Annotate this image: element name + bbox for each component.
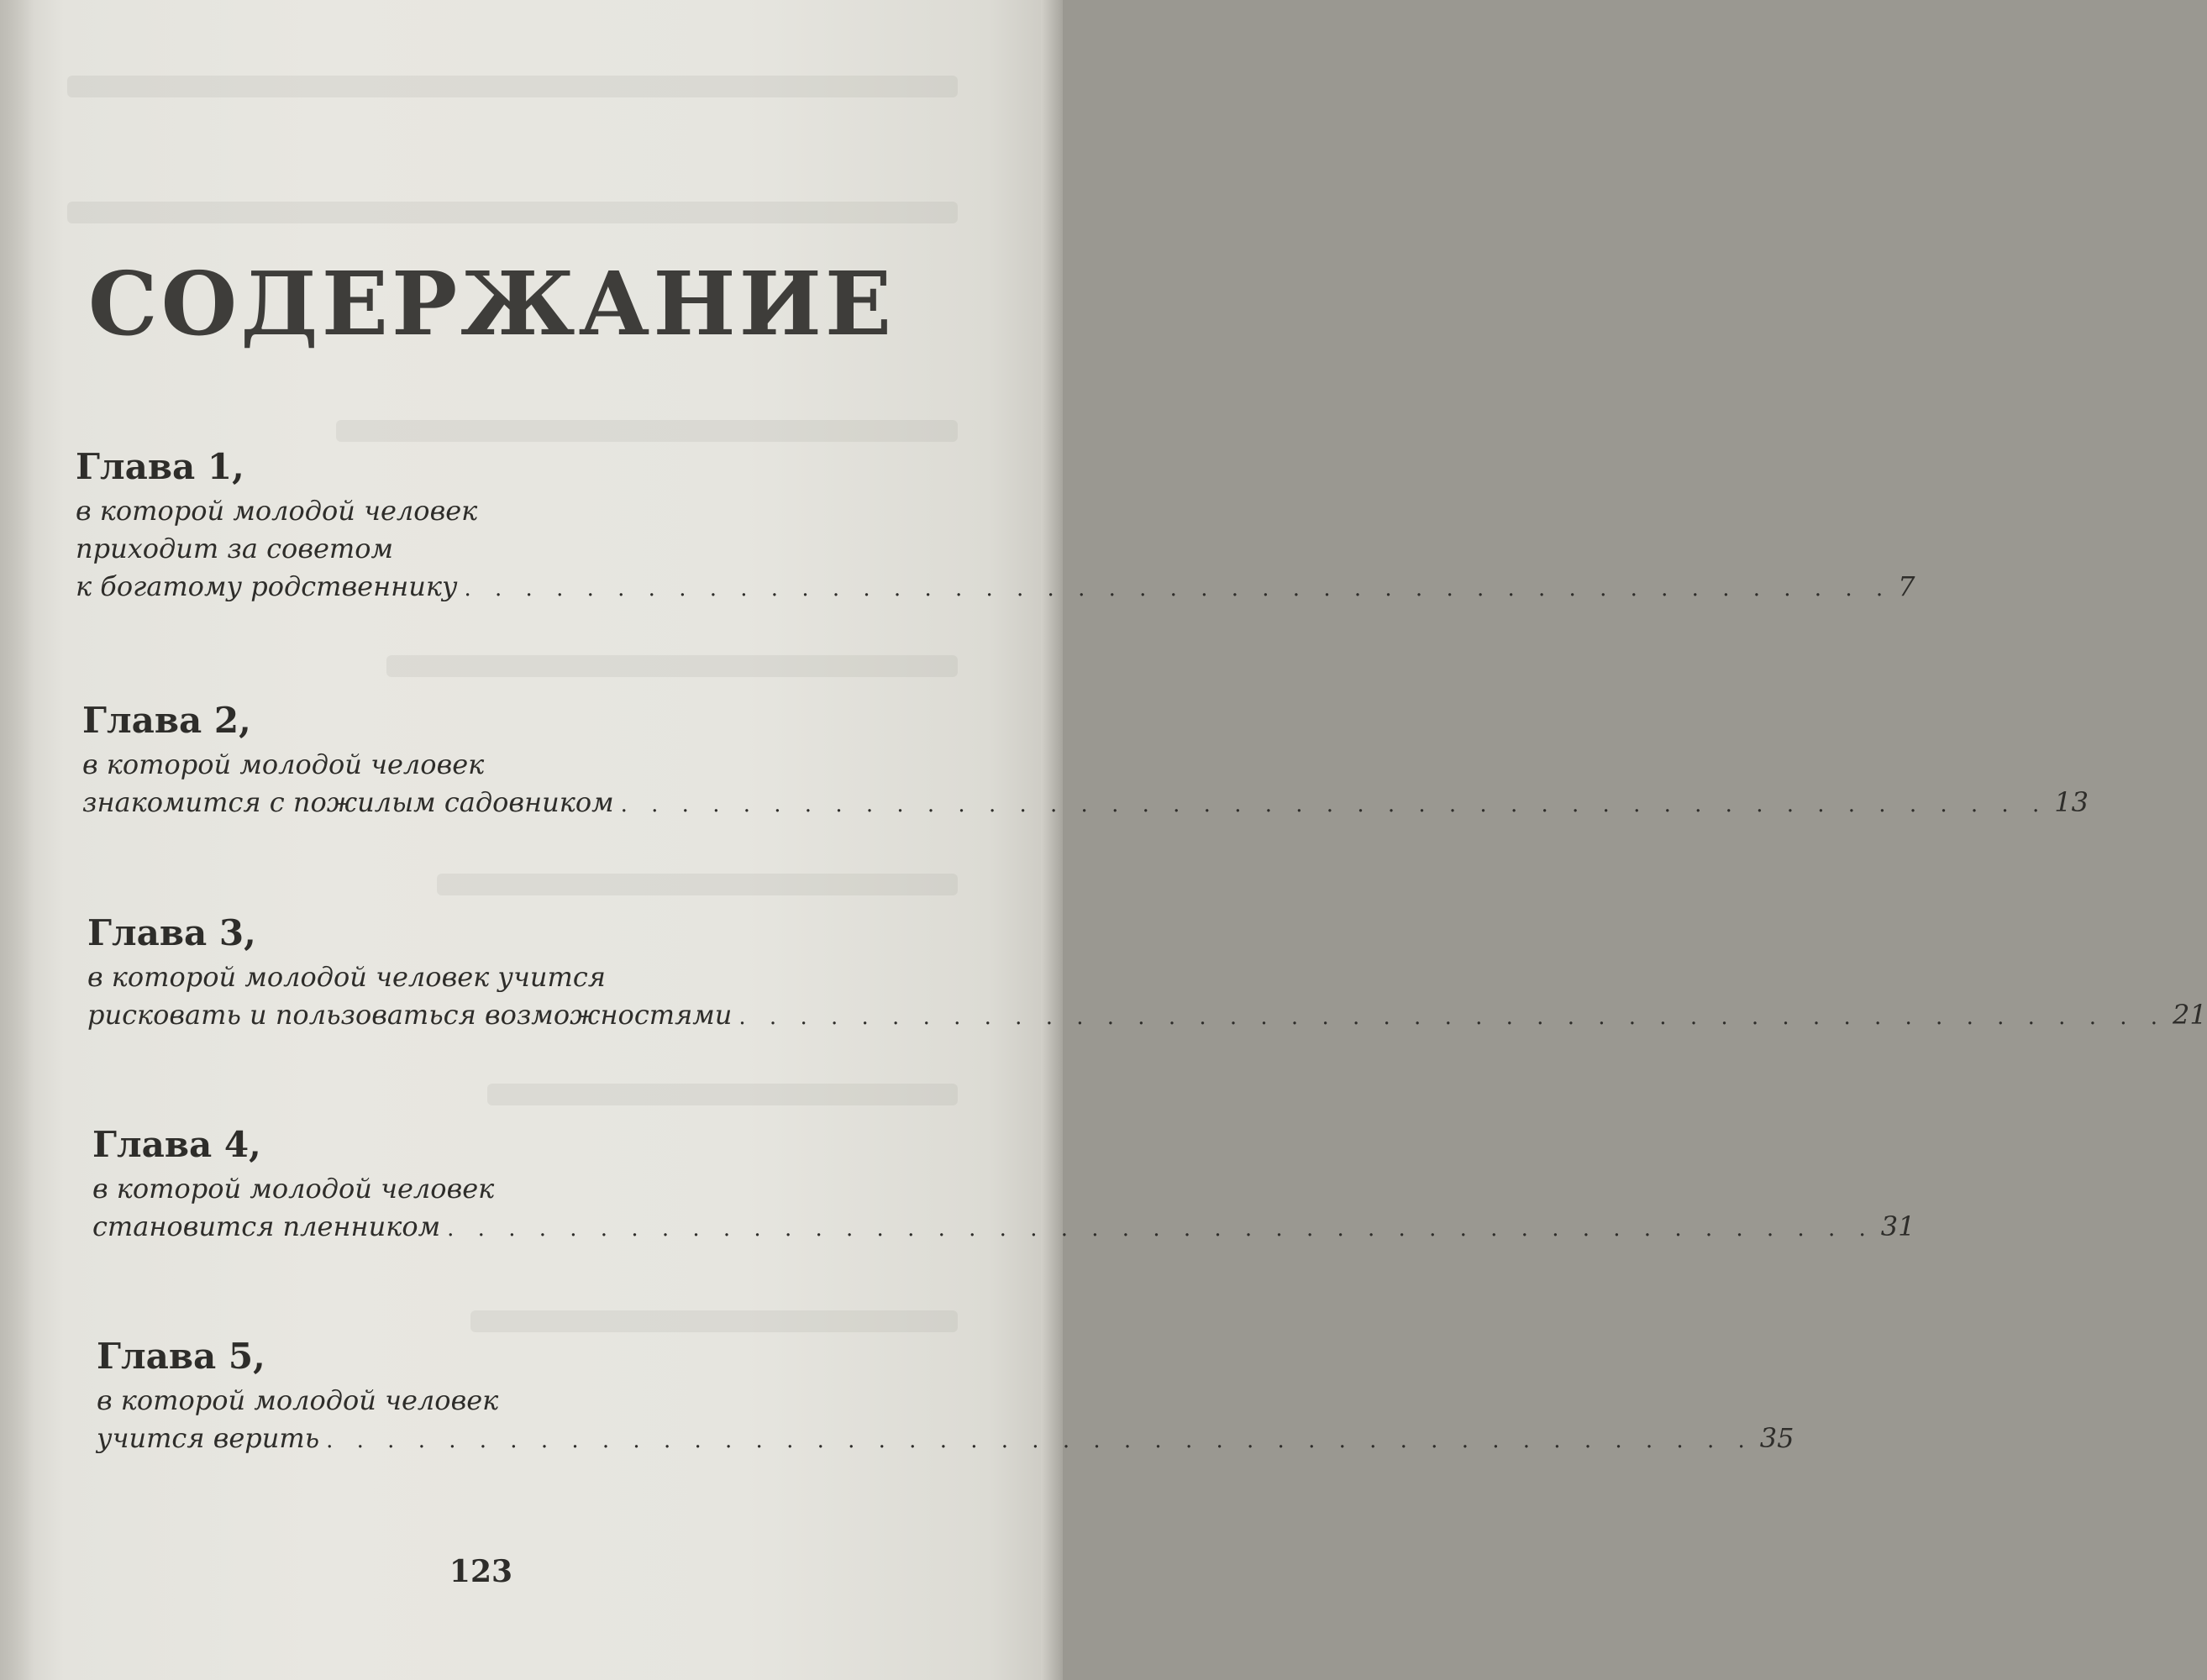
dot-leader: . . . . . . . . . . . . . . . . . . . . . . . . . . . . . . . . . . . . . . . . . . . . . . . xyxy=(620,792,2048,817)
chapter-subtitle-line: в которой молодой человек учится xyxy=(87,961,606,993)
chapter-subtitle-line: приходит за советом xyxy=(76,533,394,564)
chapter-subtitle-line: становится пленником xyxy=(92,1210,441,1242)
toc-entry-chapter-3 xyxy=(87,911,2207,1037)
chapter-heading: Глава 1, xyxy=(76,446,244,487)
toc-line xyxy=(82,784,2089,824)
page-ref: 7 xyxy=(1898,570,1915,602)
chapter-subtitle-line: знакомится с пожилым садовником xyxy=(82,786,614,818)
page-number: 123 xyxy=(449,1554,513,1589)
bleed-through xyxy=(67,76,958,97)
bleed-through xyxy=(67,202,958,223)
chapter-heading: Глава 3, xyxy=(87,912,256,953)
dot-leader: . . . . . . . . . . . . . . . . . . . . . . . . . . . . . . . . . . . . . . . . . . . . . . . xyxy=(447,1216,1874,1242)
toc-line xyxy=(87,996,2207,1037)
page-title: СОДЕРЖАНИЕ xyxy=(87,252,896,355)
bleed-through xyxy=(487,1084,958,1105)
chapter-subtitle-line: к богатому родственнику xyxy=(76,570,458,602)
dot-leader: . . . . . . . . . . . . . . . . . . . . . . . . . . . . . . . . . . . . . . . . . . . . . . . xyxy=(326,1428,1753,1453)
page-ref: 31 xyxy=(1880,1210,1915,1242)
bleed-through xyxy=(386,655,958,677)
chapter-subtitle-line: рисковать и пользоваться возможностями xyxy=(87,999,733,1031)
toc-line xyxy=(97,1420,1795,1460)
toc-line xyxy=(76,568,1915,608)
toc-line xyxy=(92,1208,1915,1248)
toc-entry-chapter-5 xyxy=(97,1335,1795,1460)
bleed-through xyxy=(437,874,958,895)
bleed-through xyxy=(336,420,958,442)
chapter-subtitle-line: в которой молодой человек xyxy=(97,1384,499,1416)
chapter-heading: Глава 2, xyxy=(82,700,251,741)
chapter-subtitle-line: в которой молодой человек xyxy=(76,495,478,527)
chapter-heading: Глава 5, xyxy=(97,1336,265,1377)
page-ref: 13 xyxy=(2054,786,2089,818)
chapter-subtitle-line: учится верить xyxy=(97,1422,320,1454)
toc-entry-chapter-4 xyxy=(92,1123,1915,1248)
toc-entry-chapter-2 xyxy=(82,699,2089,824)
bleed-through xyxy=(470,1310,958,1332)
dot-leader: . . . . . . . . . . . . . . . . . . . . . . . . . . . . . . . . . . . . . . . . . . . . . . . xyxy=(738,1005,2167,1030)
chapter-subtitle-line: в которой молодой человек xyxy=(92,1173,495,1205)
dot-leader: . . . . . . . . . . . . . . . . . . . . . . . . . . . . . . . . . . . . . . . . . . . . . . . xyxy=(464,576,1892,601)
page-ref: 35 xyxy=(1759,1422,1795,1454)
chapter-subtitle-line: в которой молодой человек xyxy=(82,748,485,780)
page-ref: 21 xyxy=(2173,999,2207,1031)
toc-entry-chapter-1 xyxy=(76,445,1915,608)
chapter-heading: Глава 4, xyxy=(92,1124,261,1165)
